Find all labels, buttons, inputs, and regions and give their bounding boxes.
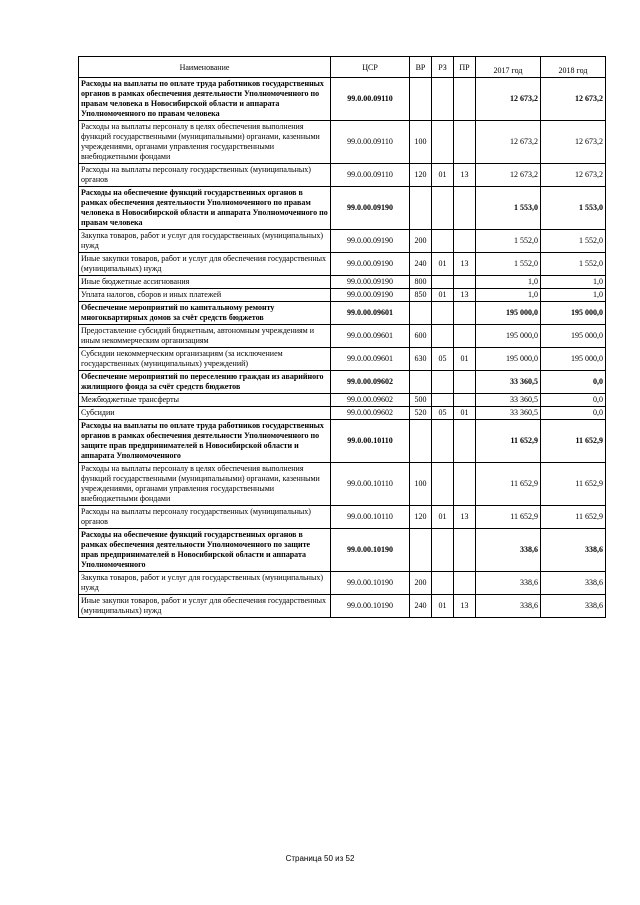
table-row	[79, 78, 606, 121]
cell-2018: 338,6	[541, 572, 606, 595]
header-vr: ВР	[410, 57, 432, 78]
cell-2018: 0,0	[541, 371, 606, 394]
table-row	[79, 164, 606, 187]
header-2018: 2018 год	[541, 57, 606, 78]
cell-2017: 1 552,0	[476, 253, 541, 276]
cell-2018: 1 552,0	[541, 253, 606, 276]
header-pr: ПР	[454, 57, 476, 78]
table-row	[79, 394, 606, 407]
cell-2018: 1,0	[541, 289, 606, 302]
cell-csr: 99.0.00.09602	[331, 407, 410, 420]
cell-rz	[432, 325, 454, 348]
cell-2017: 1,0	[476, 276, 541, 289]
cell-2018: 0,0	[541, 407, 606, 420]
cell-csr: 99.0.00.10110	[331, 463, 410, 506]
table-row	[79, 463, 606, 506]
cell-2018: 195 000,0	[541, 302, 606, 325]
cell-rz: 01	[432, 164, 454, 187]
cell-vr: 500	[410, 394, 432, 407]
cell-vr	[410, 420, 432, 463]
cell-2017: 12 673,2	[476, 164, 541, 187]
cell-rz	[432, 230, 454, 253]
header-rz: РЗ	[432, 57, 454, 78]
cell-vr	[410, 302, 432, 325]
cell-pr	[454, 463, 476, 506]
cell-csr: 99.0.00.09110	[331, 78, 410, 121]
cell-pr	[454, 371, 476, 394]
cell-vr: 100	[410, 121, 432, 164]
table-row	[79, 230, 606, 253]
cell-pr: 13	[454, 164, 476, 187]
cell-vr	[410, 529, 432, 572]
cell-vr: 800	[410, 276, 432, 289]
cell-rz: 01	[432, 253, 454, 276]
cell-rz: 05	[432, 407, 454, 420]
cell-2017: 11 652,9	[476, 420, 541, 463]
cell-csr: 99.0.00.09190	[331, 276, 410, 289]
cell-2017: 33 360,5	[476, 371, 541, 394]
cell-vr	[410, 371, 432, 394]
cell-vr: 240	[410, 595, 432, 618]
table-row	[79, 276, 606, 289]
cell-vr	[410, 187, 432, 230]
table-row	[79, 371, 606, 394]
cell-rz	[432, 121, 454, 164]
table-row	[79, 289, 606, 302]
cell-vr: 120	[410, 164, 432, 187]
cell-vr: 630	[410, 348, 432, 371]
cell-name: Иные закупки товаров, работ и услуг для обеспечения государственных (муниципальных) нужд	[79, 253, 331, 276]
cell-name: Расходы на выплаты по оплате труда работников государственных органов в рамках обеспечения деятельности Уполномоченного по защите прав предпринимателей в Новосибирской области и аппарата Уполномоченного	[79, 420, 331, 463]
header-2017: 2017 год	[476, 57, 541, 78]
cell-csr: 99.0.00.09190	[331, 253, 410, 276]
budget-table	[78, 56, 606, 618]
cell-csr: 99.0.00.10190	[331, 595, 410, 618]
cell-name: Субсидии некоммерческим организациям (за исключением государственных (муниципальных) учреждений)	[79, 348, 331, 371]
cell-2018: 1 552,0	[541, 230, 606, 253]
cell-name: Закупка товаров, работ и услуг для государственных (муниципальных) нужд	[79, 572, 331, 595]
cell-name: Иные закупки товаров, работ и услуг для обеспечения государственных (муниципальных) нужд	[79, 595, 331, 618]
cell-pr: 13	[454, 506, 476, 529]
cell-vr: 600	[410, 325, 432, 348]
cell-2017: 1 553,0	[476, 187, 541, 230]
cell-pr	[454, 276, 476, 289]
cell-2018: 1 553,0	[541, 187, 606, 230]
cell-rz	[432, 187, 454, 230]
cell-csr: 99.0.00.09601	[331, 325, 410, 348]
cell-pr: 13	[454, 289, 476, 302]
table-row	[79, 420, 606, 463]
page-number: Страница 50 из 52	[285, 854, 355, 863]
header-name: Наименование	[79, 57, 331, 78]
cell-2018: 338,6	[541, 529, 606, 572]
cell-2017: 1,0	[476, 289, 541, 302]
cell-vr: 520	[410, 407, 432, 420]
cell-csr: 99.0.00.09601	[331, 302, 410, 325]
cell-2018: 12 673,2	[541, 164, 606, 187]
cell-pr: 01	[454, 348, 476, 371]
cell-pr	[454, 394, 476, 407]
cell-pr	[454, 230, 476, 253]
cell-csr: 99.0.00.09190	[331, 289, 410, 302]
table-row	[79, 302, 606, 325]
cell-name: Субсидии	[79, 407, 331, 420]
cell-2017: 12 673,2	[476, 78, 541, 121]
cell-2017: 338,6	[476, 595, 541, 618]
cell-2017: 11 652,9	[476, 463, 541, 506]
cell-2017: 195 000,0	[476, 325, 541, 348]
cell-pr	[454, 420, 476, 463]
cell-csr: 99.0.00.09190	[331, 230, 410, 253]
cell-2017: 195 000,0	[476, 348, 541, 371]
cell-pr	[454, 529, 476, 572]
table-row	[79, 572, 606, 595]
table-body	[79, 57, 606, 618]
cell-2018: 338,6	[541, 595, 606, 618]
table-row	[79, 595, 606, 618]
cell-name: Расходы на выплаты персоналу государственных (муниципальных) органов	[79, 506, 331, 529]
table-row	[79, 407, 606, 420]
cell-vr: 200	[410, 572, 432, 595]
cell-vr: 850	[410, 289, 432, 302]
table-row	[79, 529, 606, 572]
cell-2018: 195 000,0	[541, 325, 606, 348]
cell-pr	[454, 325, 476, 348]
cell-csr: 99.0.00.09602	[331, 371, 410, 394]
cell-name: Расходы на выплаты персоналу государственных (муниципальных) органов	[79, 164, 331, 187]
cell-vr: 100	[410, 463, 432, 506]
cell-rz	[432, 529, 454, 572]
cell-name: Расходы на выплаты персоналу в целях обеспечения выполнения функций государственными (муниципальными) органами, казенными учреждениями, органами управления государственными внебюджетными фондами	[79, 121, 331, 164]
cell-rz: 01	[432, 506, 454, 529]
cell-2017: 338,6	[476, 529, 541, 572]
cell-pr	[454, 572, 476, 595]
cell-rz	[432, 394, 454, 407]
cell-csr: 99.0.00.10190	[331, 529, 410, 572]
cell-2017: 338,6	[476, 572, 541, 595]
cell-2018: 12 673,2	[541, 121, 606, 164]
cell-rz	[432, 420, 454, 463]
cell-name: Обеспечение мероприятий по капитальному ремонту многоквартирных домов за счёт средств бюджетов	[79, 302, 331, 325]
cell-pr: 01	[454, 407, 476, 420]
cell-2018: 195 000,0	[541, 348, 606, 371]
table-row	[79, 325, 606, 348]
cell-csr: 99.0.00.09602	[331, 394, 410, 407]
table-row	[79, 348, 606, 371]
table-row	[79, 253, 606, 276]
cell-pr	[454, 187, 476, 230]
cell-2018: 11 652,9	[541, 506, 606, 529]
cell-csr: 99.0.00.09110	[331, 164, 410, 187]
cell-2018: 0,0	[541, 394, 606, 407]
cell-rz	[432, 371, 454, 394]
cell-2018: 12 673,2	[541, 78, 606, 121]
cell-rz	[432, 572, 454, 595]
cell-2017: 11 652,9	[476, 506, 541, 529]
cell-2017: 33 360,5	[476, 407, 541, 420]
cell-csr: 99.0.00.09190	[331, 187, 410, 230]
cell-rz	[432, 276, 454, 289]
cell-csr: 99.0.00.10110	[331, 506, 410, 529]
cell-2018: 1,0	[541, 276, 606, 289]
cell-name: Расходы на выплаты персоналу в целях обеспечения выполнения функций государственными (муниципальными) органами, казенными учреждениями, органами управления государственными внебюджетными фондами	[79, 463, 331, 506]
cell-2017: 33 360,5	[476, 394, 541, 407]
cell-pr: 13	[454, 595, 476, 618]
cell-2017: 1 552,0	[476, 230, 541, 253]
cell-name: Предоставление субсидий бюджетным, автономным учреждениям и иным некоммерческим организациям	[79, 325, 331, 348]
cell-name: Обеспечение мероприятий по переселению граждан из аварийного жилищного фонда за счёт средств бюджетов	[79, 371, 331, 394]
table-row	[79, 187, 606, 230]
cell-pr	[454, 78, 476, 121]
cell-csr: 99.0.00.09110	[331, 121, 410, 164]
cell-csr: 99.0.00.09601	[331, 348, 410, 371]
cell-pr	[454, 302, 476, 325]
cell-rz	[432, 463, 454, 506]
cell-rz	[432, 78, 454, 121]
cell-pr	[454, 121, 476, 164]
cell-name: Расходы на выплаты по оплате труда работников государственных органов в рамках обеспечения деятельности Уполномоченного по правам человека в Новосибирской области и аппарата Уполномоченного по правам человека	[79, 78, 331, 121]
cell-name: Закупка товаров, работ и услуг для государственных (муниципальных) нужд	[79, 230, 331, 253]
cell-2018: 11 652,9	[541, 420, 606, 463]
header-csr: ЦСР	[331, 57, 410, 78]
cell-2018: 11 652,9	[541, 463, 606, 506]
cell-pr: 13	[454, 253, 476, 276]
cell-name: Расходы на обеспечение функций государственных органов в рамках обеспечения деятельности Уполномоченного по правам человека в Новосибирской области и аппарата Уполномоченного по правам человека	[79, 187, 331, 230]
cell-vr: 240	[410, 253, 432, 276]
cell-name: Расходы на обеспечение функций государственных органов в рамках обеспечения деятельности Уполномоченного по защите прав предпринимателей в Новосибирской области и аппарата Уполномоченного	[79, 529, 331, 572]
cell-vr: 200	[410, 230, 432, 253]
cell-2017: 195 000,0	[476, 302, 541, 325]
cell-2017: 12 673,2	[476, 121, 541, 164]
cell-name: Уплата налогов, сборов и иных платежей	[79, 289, 331, 302]
cell-name: Межбюджетные трансферты	[79, 394, 331, 407]
cell-csr: 99.0.00.10110	[331, 420, 410, 463]
cell-rz	[432, 302, 454, 325]
table-row	[79, 506, 606, 529]
table-row	[79, 121, 606, 164]
cell-vr: 120	[410, 506, 432, 529]
cell-csr: 99.0.00.10190	[331, 572, 410, 595]
table-header-row	[79, 57, 606, 78]
cell-rz: 01	[432, 595, 454, 618]
cell-rz: 01	[432, 289, 454, 302]
cell-name: Иные бюджетные ассигнования	[79, 276, 331, 289]
cell-vr	[410, 78, 432, 121]
cell-rz: 05	[432, 348, 454, 371]
